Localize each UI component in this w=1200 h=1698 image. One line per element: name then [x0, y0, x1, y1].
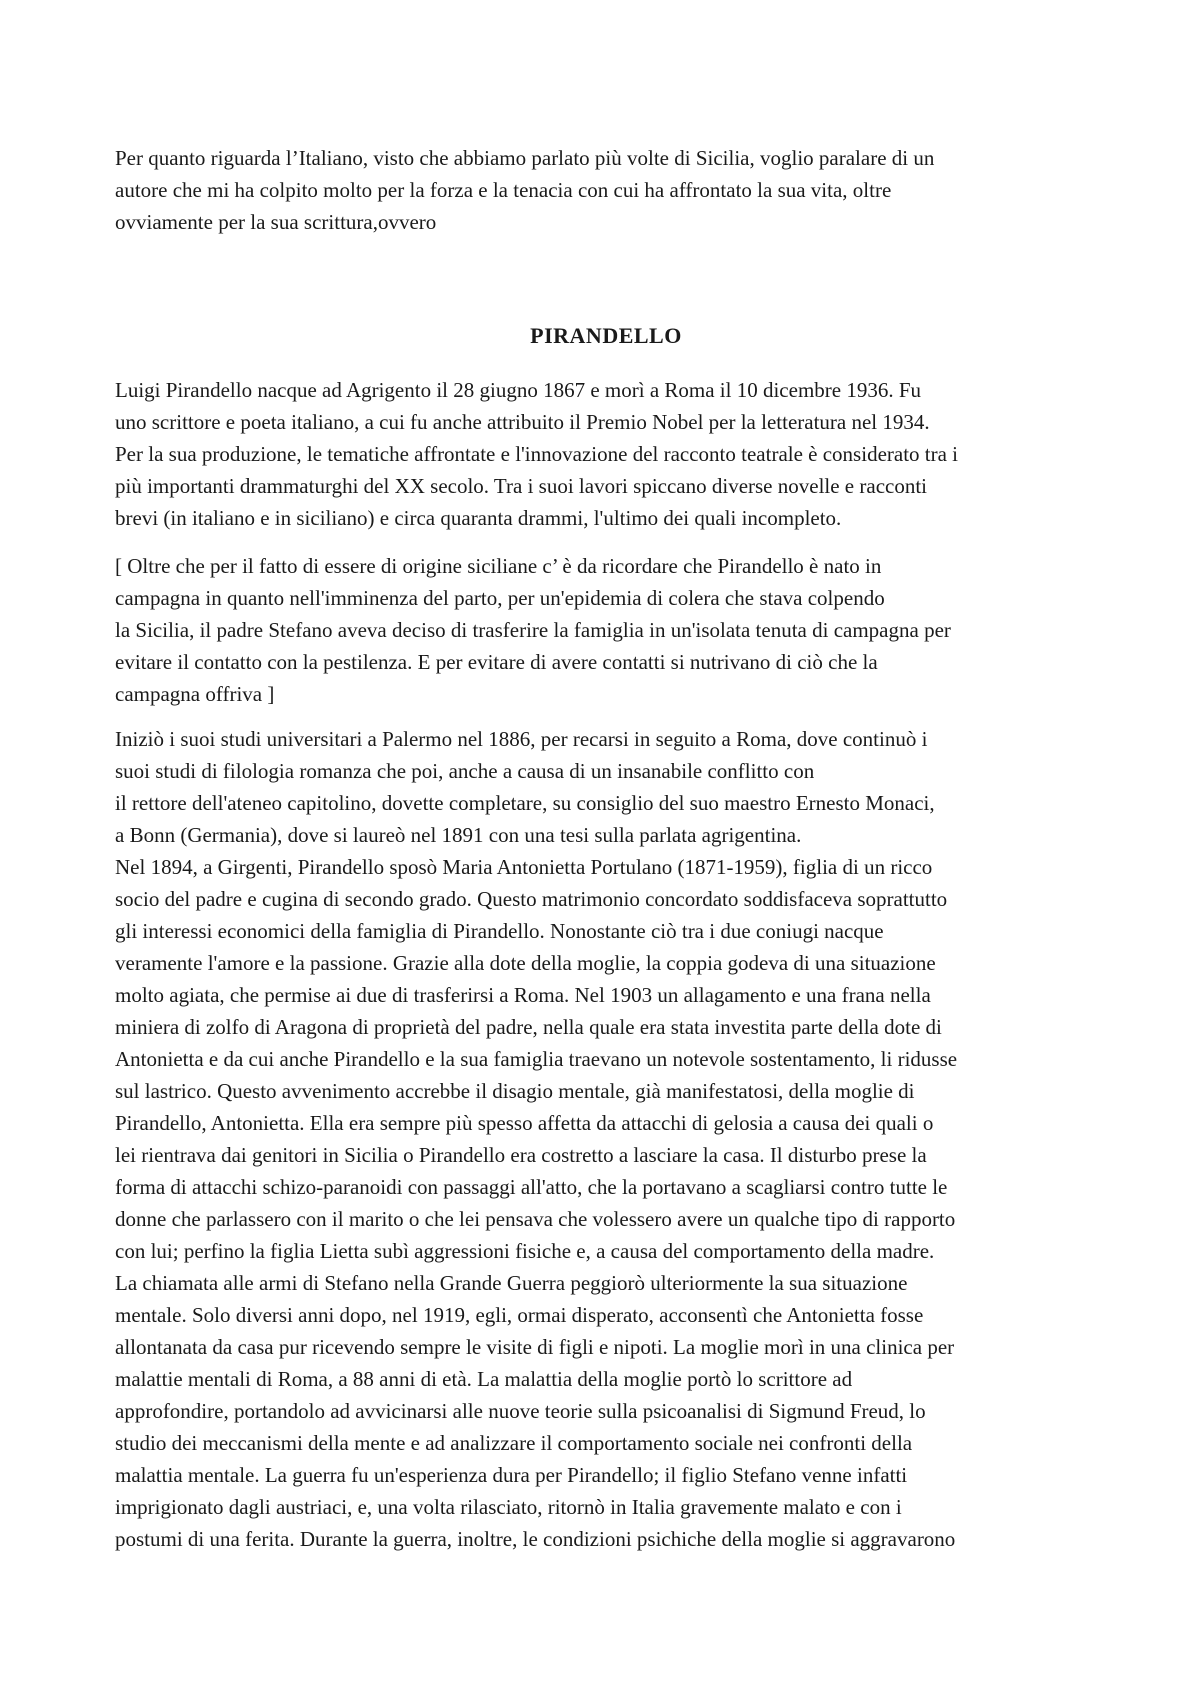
text-line: donne che parlassero con il marito o che lei pensava che volessero avere un qualche tipo di rapporto: [115, 1207, 956, 1231]
text-line: miniera di zolfo di Aragona di proprietà del padre, nella quale era stata investita parte della dote di: [115, 1015, 942, 1039]
document-title: PIRANDELLO: [530, 323, 682, 348]
intro-paragraph: [115, 142, 1105, 238]
biography-paragraph: [115, 374, 1105, 534]
text-line: imprigionato dagli austriaci, e, una volta rilasciato, ritornò in Italia gravemente malato e con i: [115, 1495, 902, 1519]
text-line: Per quanto riguarda l’Italiano, visto che abbiamo parlato più volte di Sicilia, voglio paralare di un: [115, 146, 935, 170]
studies-and-life-paragraph: [115, 723, 1105, 1555]
text-line: più importanti drammaturghi del XX secolo. Tra i suoi lavori spiccano diverse novelle e racconti: [115, 474, 928, 498]
text-line: molto agiata, che permise ai due di trasferirsi a Roma. Nel 1903 un allagamento e una frana nella: [115, 983, 931, 1007]
text-line: brevi (in italiano e in siciliano) e circa quaranta drammi, l'ultimo dei quali incompleto.: [115, 506, 842, 530]
text-line: [ Oltre che per il fatto di essere di origine siciliane c’ è da ricordare che Pirandello è nato in: [115, 554, 882, 578]
text-line: lei rientrava dai genitori in Sicilia o Pirandello era costretto a lasciare la casa. Il disturbo prese la: [115, 1143, 927, 1167]
text-line: malattie mentali di Roma, a 88 anni di età. La malattia della moglie portò lo scrittore ad: [115, 1367, 853, 1391]
birth-note-paragraph: [115, 550, 1105, 710]
text-line: allontanata da casa pur ricevendo sempre le visite di figli e nipoti. La moglie morì in una clinica per: [115, 1335, 955, 1359]
text-line: Nel 1894, a Girgenti, Pirandello sposò Maria Antonietta Portulano (1871-1959), figlia di un ricco: [115, 855, 933, 879]
text-line: campagna offriva ]: [115, 682, 275, 706]
text-line: con lui; perfino la figlia Lietta subì aggressioni fisiche e, a causa del comportamento della madre.: [115, 1239, 935, 1263]
text-line: postumi di una ferita. Durante la guerra, inoltre, le condizioni psichiche della moglie si aggravarono: [115, 1527, 956, 1551]
text-line: uno scrittore e poeta italiano, a cui fu anche attribuito il Premio Nobel per la letteratura nel 1934.: [115, 410, 930, 434]
text-line: campagna in quanto nell'imminenza del parto, per un'epidemia di colera che stava colpendo: [115, 586, 885, 610]
text-line: veramente l'amore e la passione. Grazie alla dote della moglie, la coppia godeva di una situazione: [115, 951, 936, 975]
text-line: autore che mi ha colpito molto per la forza e la tenacia con cui ha affrontato la sua vita, oltre: [115, 178, 892, 202]
text-line: la Sicilia, il padre Stefano aveva deciso di trasferire la famiglia in un'isolata tenuta di campagna per: [115, 618, 951, 642]
text-line: ovviamente per la sua scrittura,ovvero: [115, 210, 437, 234]
text-line: La chiamata alle armi di Stefano nella Grande Guerra peggiorò ulteriormente la sua situazione: [115, 1271, 908, 1295]
text-line: Per la sua produzione, le tematiche affrontate e l'innovazione del racconto teatrale è considerato tra i: [115, 442, 959, 466]
text-line: Antonietta e da cui anche Pirandello e la sua famiglia traevano un notevole sostentamento, li ridusse: [115, 1047, 958, 1071]
text-line: suoi studi di filologia romanza che poi, anche a causa di un insanabile conflitto con: [115, 759, 815, 783]
text-line: sul lastrico. Questo avvenimento accrebbe il disagio mentale, già manifestatosi, della moglie di: [115, 1079, 915, 1103]
text-line: Pirandello, Antonietta. Ella era sempre più spesso affetta da attacchi di gelosia a causa dei quali o: [115, 1111, 934, 1135]
text-line: approfondire, portandolo ad avvicinarsi alle nuove teorie sulla psicoanalisi di Sigmund Freud, lo: [115, 1399, 926, 1423]
text-line: evitare il contatto con la pestilenza. E per evitare di avere contatti si nutrivano di ciò che la: [115, 650, 878, 674]
text-line: malattia mentale. La guerra fu un'esperienza dura per Pirandello; il figlio Stefano venne infatti: [115, 1463, 908, 1487]
text-line: gli interessi economici della famiglia di Pirandello. Nonostante ciò tra i due coniugi nacque: [115, 919, 884, 943]
text-line: a Bonn (Germania), dove si laureò nel 1891 con una tesi sulla parlata agrigentina.: [115, 823, 802, 847]
text-line: socio del padre e cugina di secondo grado. Questo matrimonio concordato soddisfaceva soprattutto: [115, 887, 948, 911]
text-line: mentale. Solo diversi anni dopo, nel 1919, egli, ormai disperato, acconsentì che Antonietta fosse: [115, 1303, 924, 1327]
text-line: il rettore dell'ateneo capitolino, dovette completare, su consiglio del suo maestro Ernesto Monaci,: [115, 791, 935, 815]
text-line: Iniziò i suoi studi universitari a Palermo nel 1886, per recarsi in seguito a Roma, dove continuò i: [115, 727, 928, 751]
text-line: Luigi Pirandello nacque ad Agrigento il 28 giugno 1867 e morì a Roma il 10 dicembre 1936. Fu: [115, 378, 922, 402]
text-line: forma di attacchi schizo-paranoidi con passaggi all'atto, che la portavano a scagliarsi contro tutte le: [115, 1175, 948, 1199]
text-line: studio dei meccanismi della mente e ad analizzare il comportamento sociale nei confronti della: [115, 1431, 913, 1455]
